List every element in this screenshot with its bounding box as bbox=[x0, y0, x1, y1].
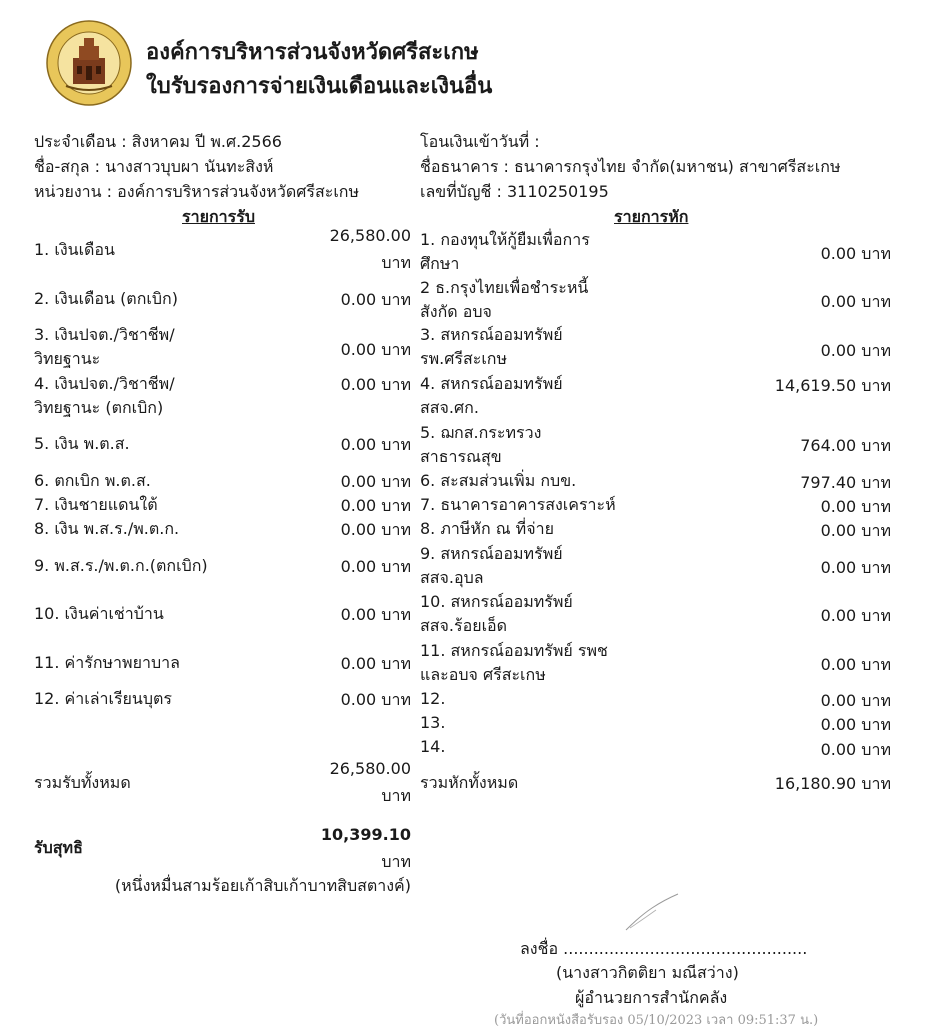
deduction-item-4a: 4. สหกรณ์ออมทรัพย์ bbox=[420, 374, 563, 393]
deduction-amount-2: 0.00 บาท bbox=[820, 292, 891, 311]
income-item-4b: วิทยฐานะ (ตกเบิก) bbox=[34, 398, 164, 417]
income-amount-8: 0.00 บาท bbox=[340, 520, 411, 539]
issue-timestamp: (วันที่ออกหนังสือรับรอง 05/10/2023 เวลา 09:51:37 น.) bbox=[494, 1013, 819, 1028]
income-item-3b: วิทยฐานะ bbox=[34, 349, 101, 368]
net-pay-label: รับสุทธิ bbox=[34, 838, 83, 857]
income-total-label: รวมรับทั้งหมด bbox=[34, 773, 131, 792]
net-pay-amount: 10,399.10 bbox=[320, 825, 411, 844]
income-item-8: 8. เงิน พ.ส.ร./พ.ต.ก. bbox=[34, 519, 180, 538]
deduction-item-10a: 10. สหกรณ์ออมทรัพย์ bbox=[420, 592, 573, 611]
deduction-item-5a: 5. ฌกส.กระทรวง bbox=[420, 423, 542, 442]
income-amount-5: 0.00 บาท bbox=[340, 435, 411, 454]
deductions-total-label: รวมหักทั้งหมด bbox=[420, 773, 519, 792]
deduction-item-2b: สังกัด อบจ bbox=[420, 302, 492, 321]
deduction-item-1a: 1. กองทุนให้กู้ยืมเพื่อการ bbox=[420, 230, 590, 249]
income-amount-1: 26,580.00 bbox=[329, 226, 411, 245]
income-item-1: 1. เงินเดือน bbox=[34, 240, 115, 259]
income-amount-4: 0.00 บาท bbox=[340, 375, 411, 394]
income-amount-2: 0.00 บาท bbox=[340, 290, 411, 309]
deduction-item-10b: สสจ.ร้อยเอ็ด bbox=[420, 616, 508, 635]
deduction-amount-1: 0.00 บาท bbox=[820, 244, 891, 263]
deduction-item-3a: 3. สหกรณ์ออมทรัพย์ bbox=[420, 325, 563, 344]
deduction-amount-13: 0.00 บาท bbox=[820, 715, 891, 734]
deduction-item-11a: 11. สหกรณ์ออมทรัพย์ รพช bbox=[420, 641, 608, 660]
income-amount-3: 0.00 บาท bbox=[340, 340, 411, 359]
bank-name: ชื่อธนาคาร : ธนาคารกรุงไทย จำกัด(มหาชน) สาขาศรีสะเกษ bbox=[420, 157, 841, 176]
deduction-item-9a: 9. สหกรณ์ออมทรัพย์ bbox=[420, 544, 563, 563]
deduction-item-1b: ศึกษา bbox=[420, 254, 460, 273]
income-item-4a: 4. เงินปจต./วิชาชีพ/ bbox=[34, 374, 175, 393]
transfer-date: โอนเงินเข้าวันที่ : bbox=[420, 132, 540, 151]
signature-scribble bbox=[622, 890, 682, 934]
deduction-amount-6: 797.40 บาท bbox=[800, 473, 891, 492]
income-item-9: 9. พ.ส.ร./พ.ต.ก.(ตกเบิก) bbox=[34, 556, 208, 575]
deduction-item-2a: 2 ธ.กรุงไทยเพื่อชำระหนี้ bbox=[420, 278, 589, 297]
employee-name: ชื่อ-สกุล : นางสาวบุบผา นันทะสิงห์ bbox=[34, 157, 274, 176]
income-item-12: 12. ค่าเล่าเรียนบุตร bbox=[34, 689, 172, 708]
income-amount-7: 0.00 บาท bbox=[340, 496, 411, 515]
signer-name: (นางสาวกิตติยา มณีสว่าง) bbox=[556, 963, 739, 982]
deduction-amount-8: 0.00 บาท bbox=[820, 521, 891, 540]
income-item-11: 11. ค่ารักษาพยาบาล bbox=[34, 653, 180, 672]
deductions-total-amount: 16,180.90 บาท bbox=[774, 774, 891, 793]
work-unit: หน่วยงาน : องค์การบริหารส่วนจังหวัดศรีสะเกษ bbox=[34, 182, 360, 201]
deduction-amount-4: 14,619.50 บาท bbox=[774, 376, 891, 395]
deduction-item-11b: และอบจ ศรีสะเกษ bbox=[420, 665, 546, 684]
deduction-amount-10: 0.00 บาท bbox=[820, 606, 891, 625]
deduction-item-8: 8. ภาษีหัก ณ ที่จ่าย bbox=[420, 519, 554, 538]
income-item-2: 2. เงินเดือน (ตกเบิก) bbox=[34, 289, 178, 308]
deduction-amount-7: 0.00 บาท bbox=[820, 497, 891, 516]
net-pay-words: (หนึ่งหมื่นสามร้อยเก้าสิบเก้าบาทสิบสตางค์) bbox=[114, 876, 411, 895]
deduction-item-7: 7. ธนาคารอาคารสงเคราะห์ bbox=[420, 495, 616, 514]
deduction-item-12: 12. bbox=[420, 689, 446, 708]
document-title: ใบรับรองการจ่ายเงินเดือนและเงินอื่น bbox=[146, 74, 493, 99]
deduction-amount-3: 0.00 บาท bbox=[820, 341, 891, 360]
deduction-amount-9: 0.00 บาท bbox=[820, 558, 891, 577]
deduction-amount-14: 0.00 บาท bbox=[820, 740, 891, 759]
deduction-item-5b: สาธารณสุข bbox=[420, 447, 502, 466]
income-item-5: 5. เงิน พ.ต.ส. bbox=[34, 434, 130, 453]
income-amount-9: 0.00 บาท bbox=[340, 557, 411, 576]
income-amount-11: 0.00 บาท bbox=[340, 654, 411, 673]
pay-month: ประจำเดือน : สิงหาคม ปี พ.ศ.2566 bbox=[34, 132, 282, 151]
deduction-item-3b: รพ.ศรีสะเกษ bbox=[420, 349, 508, 368]
income-total-amount: 26,580.00 bbox=[329, 759, 411, 778]
income-unit-1: บาท bbox=[381, 253, 411, 272]
deduction-item-14: 14. bbox=[420, 737, 446, 756]
deduction-item-6: 6. สะสมส่วนเพิ่ม กบข. bbox=[420, 471, 577, 490]
signer-title: ผู้อำนวยการสำนักคลัง bbox=[575, 988, 728, 1007]
deduction-amount-11: 0.00 บาท bbox=[820, 655, 891, 674]
income-item-6: 6. ตกเบิก พ.ต.ส. bbox=[34, 471, 151, 490]
deduction-amount-5: 764.00 บาท bbox=[800, 436, 891, 455]
agency-seal-logo bbox=[46, 20, 132, 106]
account-number: เลขที่บัญชี : 3110250195 bbox=[420, 182, 609, 201]
income-item-3a: 3. เงินปจต./วิชาชีพ/ bbox=[34, 325, 175, 344]
deduction-item-4b: สสจ.ศก. bbox=[420, 398, 479, 417]
deduction-item-9b: สสจ.อุบล bbox=[420, 568, 484, 587]
income-amount-6: 0.00 บาท bbox=[340, 472, 411, 491]
income-heading: รายการรับ bbox=[182, 207, 255, 226]
income-amount-12: 0.00 บาท bbox=[340, 690, 411, 709]
deduction-item-13: 13. bbox=[420, 713, 446, 732]
income-item-7: 7. เงินชายแดนใต้ bbox=[34, 495, 158, 514]
signature-line: ลงชื่อ ................................................ bbox=[520, 939, 808, 958]
deduction-amount-12: 0.00 บาท bbox=[820, 691, 891, 710]
deductions-heading: รายการหัก bbox=[614, 207, 689, 226]
agency-title: องค์การบริหารส่วนจังหวัดศรีสะเกษ bbox=[146, 40, 479, 65]
income-total-unit: บาท bbox=[381, 786, 411, 805]
income-item-10: 10. เงินค่าเช่าบ้าน bbox=[34, 604, 164, 623]
net-pay-unit: บาท bbox=[381, 852, 411, 871]
income-amount-10: 0.00 บาท bbox=[340, 605, 411, 624]
